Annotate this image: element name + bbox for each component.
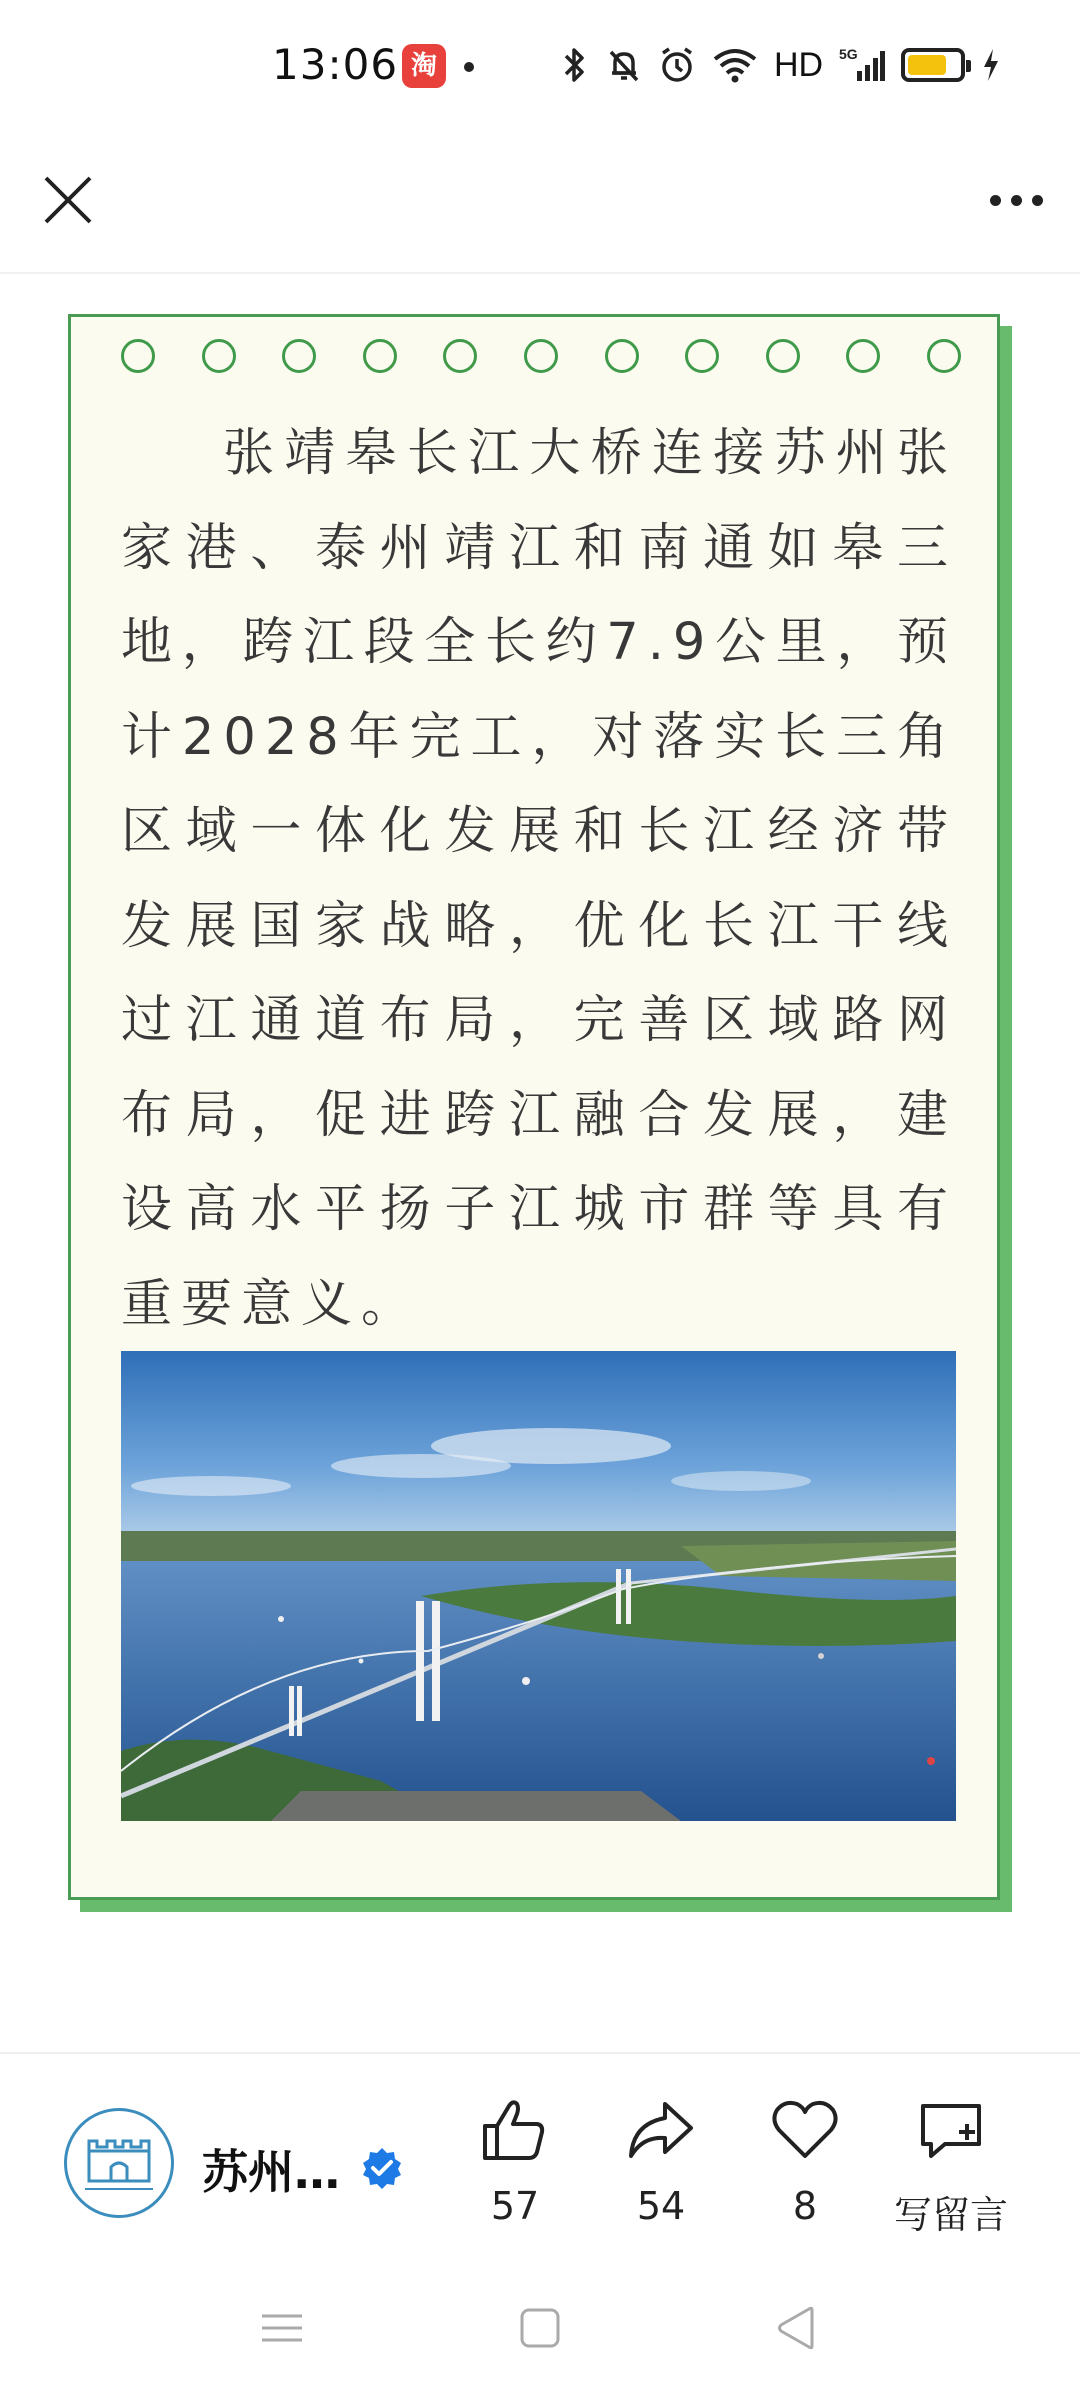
close-button[interactable] bbox=[30, 162, 106, 238]
back-triangle-icon bbox=[774, 2304, 818, 2352]
wifi-icon bbox=[712, 45, 758, 85]
signal-icon bbox=[839, 45, 885, 85]
ring-decoration bbox=[202, 339, 236, 373]
status-time: 13:06 bbox=[272, 40, 399, 89]
more-icon-dot bbox=[1032, 195, 1043, 206]
more-button[interactable] bbox=[976, 162, 1056, 238]
favorite-button[interactable] bbox=[730, 2094, 880, 2228]
status-bar bbox=[0, 0, 1080, 130]
account-name[interactable]: 苏州… bbox=[202, 2145, 340, 2199]
ring-decoration bbox=[685, 339, 719, 373]
system-nav-bar bbox=[0, 2252, 1080, 2400]
status-icons bbox=[560, 40, 1001, 90]
ring-decoration bbox=[443, 339, 477, 373]
home-button[interactable] bbox=[510, 2298, 570, 2358]
ring-decoration bbox=[605, 339, 639, 373]
ring-decoration bbox=[282, 339, 316, 373]
verified-icon bbox=[360, 2146, 404, 2190]
battery-icon bbox=[901, 48, 965, 82]
comment-label: 写留言 bbox=[893, 2193, 1008, 2237]
top-nav bbox=[0, 130, 1080, 274]
mute-icon bbox=[606, 45, 642, 85]
signal-label: 5G bbox=[839, 46, 858, 62]
like-button[interactable] bbox=[440, 2094, 590, 2228]
account-logo-icon bbox=[67, 2111, 171, 2215]
bridge-photo[interactable] bbox=[121, 1351, 956, 1821]
notebook-rings bbox=[121, 339, 961, 379]
share-count: 54 bbox=[636, 2184, 686, 2228]
favorite-count: 8 bbox=[792, 2184, 818, 2228]
thumbs-up-icon bbox=[479, 2094, 551, 2166]
recents-button[interactable] bbox=[252, 2298, 312, 2358]
ring-decoration bbox=[524, 339, 558, 373]
article-paragraph: 张靖皋长江大桥连接苏州张家港、泰州靖江和南通如皋三地，跨江段全长约7.9公里，预计2028年完工，对落实长三角区域一体化发展和长江经济带发展国家战略，优化长江干线过江通道布局，完善区域路网布局，促进跨江融合发展，建设高水平扬子江城市群等具有重要意义。 bbox=[121, 424, 957, 1334]
more-icon-dot bbox=[990, 195, 1001, 206]
battery-fill bbox=[908, 55, 946, 75]
bluetooth-icon bbox=[560, 45, 590, 85]
menu-icon bbox=[260, 2308, 304, 2348]
close-icon bbox=[42, 174, 94, 226]
ring-decoration bbox=[363, 339, 397, 373]
action-bar bbox=[0, 2052, 1080, 2252]
home-square-icon bbox=[518, 2306, 562, 2350]
ring-decoration bbox=[846, 339, 880, 373]
charging-icon bbox=[981, 45, 1001, 85]
alarm-icon bbox=[658, 45, 696, 85]
notification-dot bbox=[464, 62, 474, 72]
share-icon bbox=[625, 2094, 697, 2166]
more-icon-dot bbox=[1011, 195, 1022, 206]
ring-decoration bbox=[121, 339, 155, 373]
network-label: HD bbox=[774, 45, 824, 84]
ring-decoration bbox=[766, 339, 800, 373]
comment-add-icon bbox=[915, 2094, 987, 2166]
back-button[interactable] bbox=[766, 2298, 826, 2358]
share-button[interactable] bbox=[586, 2094, 736, 2228]
account-avatar[interactable] bbox=[64, 2108, 174, 2218]
article-card bbox=[68, 314, 1000, 1900]
bridge-illustration bbox=[121, 1351, 956, 1821]
comment-button[interactable] bbox=[876, 2094, 1026, 2239]
ring-decoration bbox=[927, 339, 961, 373]
heart-icon bbox=[769, 2094, 841, 2166]
like-count: 57 bbox=[490, 2184, 540, 2228]
taobao-app-icon: 淘 bbox=[402, 44, 446, 88]
